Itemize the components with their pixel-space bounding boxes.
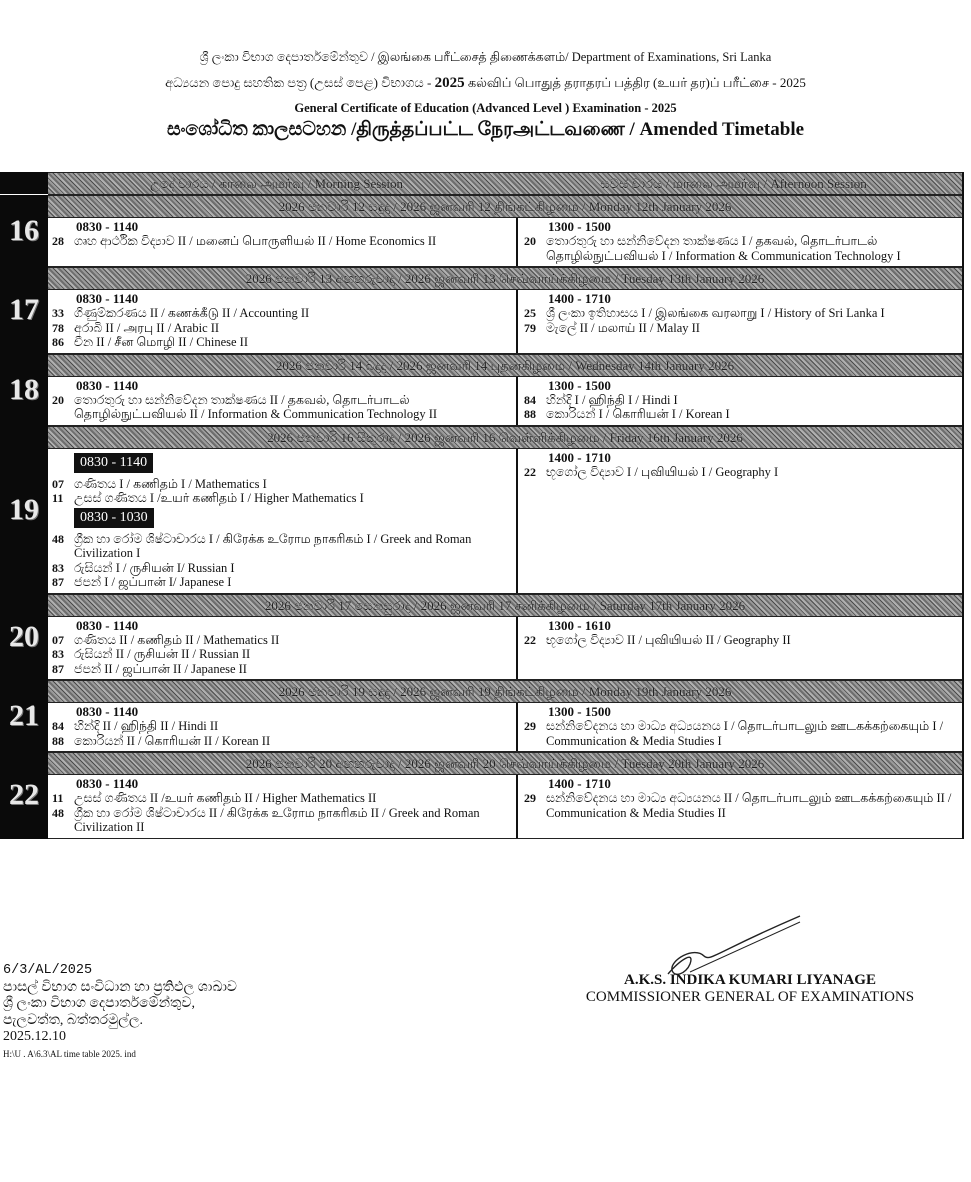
day-number: 22 <box>0 752 48 839</box>
subject-row <box>52 491 510 506</box>
exam-time: 0830 - 1140 <box>74 453 153 473</box>
corner-block <box>0 172 48 194</box>
subject-name: ජපන් II / ஜப்பான் II / Japanese II <box>74 661 247 676</box>
exam-heading-en: General Certificate of Education (Advanced Level ) Examination - 2025 <box>294 101 677 115</box>
subject-name: හින්දි I / ஹிந்தி I / Hindi I <box>546 392 678 407</box>
exam-time: 0830 - 1030 <box>74 508 154 528</box>
subject-row <box>52 791 510 806</box>
subject-row <box>52 561 510 576</box>
day-number: 16 <box>0 195 48 267</box>
subject-code: 33 <box>52 306 64 320</box>
subject-row <box>52 647 510 662</box>
subject-name: මැලේ II / மலாய் II / Malay II <box>546 320 700 335</box>
subject-code: 11 <box>52 791 64 805</box>
morning-cell <box>48 617 518 680</box>
exam-time: 1300 - 1500 <box>548 377 611 393</box>
exam-time: 1300 - 1500 <box>548 219 611 234</box>
morning-cell <box>48 703 518 751</box>
day-list <box>0 195 962 839</box>
subject-name: හින්දි II / ஹிந்தி II / Hindi II <box>74 719 219 733</box>
signatory-name: A.K.S. INDIKA KUMARI LIYANAGE <box>624 972 876 988</box>
timetable <box>0 172 964 839</box>
day-number: 21 <box>0 680 48 752</box>
subject-name: කොරියන් II / கொரியன் II / Korean II <box>74 733 271 748</box>
subject-code: 29 <box>524 719 536 733</box>
morning-cell <box>48 449 518 593</box>
exam-time: 0830 - 1140 <box>76 776 139 791</box>
afternoon-cell <box>518 218 962 266</box>
subject-code: 48 <box>52 805 64 820</box>
afternoon-cell <box>518 290 962 353</box>
subject-code: 28 <box>52 234 64 248</box>
subject-code: 86 <box>52 335 64 349</box>
subject-code: 29 <box>524 791 536 805</box>
exam-heading <box>0 75 971 92</box>
day-row <box>0 354 962 426</box>
subject-name: උසස් ගණිතය II /உயர் கணிதம் II / Higher Mathematics II <box>74 791 377 805</box>
subject-name: රුසියන් II / ருசியன் II / Russian II <box>74 647 251 661</box>
exam-time: 0830 - 1140 <box>76 377 139 393</box>
subject-name: ගිණුම්කරණය II / கணக்கீடு II / Accounting II <box>74 306 310 320</box>
exam-time: 0830 - 1140 <box>76 291 139 306</box>
subject-name: තොරතුරු හා සන්නිවේදන තාක්ෂණය I / தகவல், தொடர்பாடல் தொழில்நுட்பவியல் I / Information & Communication Technology I <box>546 234 901 263</box>
subject-name: අරාබි II / அரபு II / Arabic II <box>74 320 220 335</box>
subject-row <box>52 234 510 249</box>
subject-name: ග්‍රීක හා රෝම ශිෂ්ටාචාරය II / கிரேக்க உரோம நாகரிகம் II / Greek and Roman Civilization II <box>74 805 480 834</box>
date-bar: 2026 ජනවාරි 16 සිකුරාදා / 2026 ஜனவரி 16 வெள்ளிக்கிழமை / Friday 16th January 2026 <box>48 426 962 449</box>
subject-code: 84 <box>52 719 64 733</box>
afternoon-cell <box>518 775 962 838</box>
day-number: 19 <box>0 426 48 594</box>
subject-row <box>524 321 956 336</box>
subject-code: 88 <box>524 407 536 421</box>
subject-row <box>52 393 510 422</box>
subject-name: රුසියන් I / ருசியன் I/ Russian I <box>74 560 235 575</box>
morning-cell <box>48 218 518 266</box>
subject-code: 25 <box>524 306 536 320</box>
subject-name: භූගෝල විද්‍යාව II / புவியியல் II / Geography II <box>546 632 791 647</box>
subject-row <box>52 806 510 835</box>
subject-code: 20 <box>524 234 536 248</box>
subject-row <box>524 234 956 263</box>
subject-row <box>52 335 510 350</box>
afternoon-cell <box>518 617 962 680</box>
subject-code: 87 <box>52 661 64 676</box>
day-row <box>0 752 962 839</box>
subject-code: 83 <box>52 647 64 661</box>
subject-row <box>52 532 510 561</box>
subject-name: කොරියන් I / கொரியன் I / Korean I <box>546 407 730 421</box>
subject-name: ගණිතය II / கணிதம் II / Mathematics II <box>74 632 280 647</box>
subject-code: 83 <box>52 560 64 575</box>
date-bar: 2026 ජනවාරි 19 සඳුදා / 2026 ஜனவரி 19 திங்கட்கிழமை / Monday 19th January 2026 <box>48 680 962 703</box>
subject-code: 78 <box>52 320 64 335</box>
subject-name: චීන II / சீன மொழி II / Chinese II <box>74 335 248 349</box>
subject-name: සන්නිවේදනය හා මාධ්‍ය අධ්‍යයනය I / தொடர்பாடலும் ஊடகக்கற்கையும் I / Communication & Media Studies I <box>546 719 944 748</box>
day-row <box>0 594 962 681</box>
file-path: H:\U . A\6.3\AL time table 2025. ind <box>3 1048 136 1059</box>
subject-name: ජපන් I / ஜப்பான் I/ Japanese I <box>74 575 232 589</box>
subject-row <box>52 306 510 321</box>
subject-row <box>52 719 510 734</box>
afternoon-session-label: සවස් වාරය / மாலை அமர்வு / Afternoon Session <box>600 176 867 191</box>
day-row <box>0 267 962 354</box>
afternoon-cell <box>518 449 962 593</box>
subject-code: 87 <box>52 575 64 589</box>
subject-code: 79 <box>524 320 536 335</box>
subject-code: 22 <box>524 464 536 479</box>
date-bar: 2026 ජනවාරි 14 බදාදා / 2026 ஜனவரி 14 புதன்கிழமை / Wednesday 14th January 2026 <box>48 354 962 377</box>
exam-year: 2025 <box>434 75 465 91</box>
exam-heading-ta: கல்விப் பொதுத் தராதரப் பத்திர (உயர் தர)ப் பரீட்சை - 2025 <box>464 75 806 90</box>
exam-time: 1300 - 1500 <box>548 704 611 719</box>
day-number: 17 <box>0 267 48 354</box>
session-header <box>48 172 962 195</box>
subject-name: ග්‍රීක හා රෝම ශිෂ්ටාචාරය I / கிரேக்க உரோம நாகரிகம் I / Greek and Roman Civilization I <box>74 531 472 560</box>
exam-time: 0830 - 1140 <box>76 617 139 633</box>
exam-time: 0830 - 1140 <box>76 219 139 234</box>
subject-code: 20 <box>52 392 64 407</box>
subject-row <box>524 791 956 820</box>
morning-cell <box>48 775 518 838</box>
morning-cell <box>48 377 518 425</box>
subject-code: 07 <box>52 476 64 491</box>
subject-row <box>524 633 956 648</box>
subject-name: භූගෝල විද්‍යාව I / புவியியல் I / Geography I <box>546 464 779 479</box>
page-title: සංශෝධිත කාලසටහන /திருத்தப்பட்ட நேரஅட்டவணை / Amended Timetable <box>166 119 805 140</box>
subject-row <box>52 633 510 648</box>
reference-number: 6/3/AL/2025 <box>3 963 93 978</box>
subject-row <box>524 393 956 408</box>
subject-code: 22 <box>524 632 536 647</box>
day-row <box>0 680 962 752</box>
signature-block <box>550 972 950 1006</box>
subject-name: ගණිතය I / கணிதம் I / Mathematics I <box>74 476 267 491</box>
subject-code: 88 <box>52 733 64 748</box>
date-bar: 2026 ජනවාරි 12 සඳුදා / 2026 ஜனவரி 12 திங்கட்கிழமை / Monday 12th January 2026 <box>48 195 962 218</box>
afternoon-cell <box>518 377 962 425</box>
subject-row <box>52 321 510 336</box>
subject-row <box>52 662 510 677</box>
morning-session-label: උදේ වාරය / காலை அமர்வு / Morning Session <box>150 176 403 191</box>
exam-time: 1300 - 1610 <box>548 617 611 633</box>
subject-row <box>52 477 510 492</box>
subject-row <box>524 719 956 748</box>
address: පැලවත්ත, බත්තරමුල්ල. <box>3 1012 143 1028</box>
subject-row <box>524 407 956 422</box>
date-bar: 2026 ජනවාරි 13 අඟහරුවාදා / 2026 ஜனவரி 13 செவ்வாய்க்கிழமை / Tuesday 13th January 2026 <box>48 267 962 290</box>
date-bar: 2026 ජනවාරි 17 සෙනසුරාදා / 2026 ஜனவரி 17 சனிக்கிழமை / Saturday 17th January 2026 <box>48 594 962 617</box>
subject-code: 07 <box>52 632 64 647</box>
subject-name: ගෘහ ආර්ථික විද්‍යාව II / மனைப் பொருளியல் II / Home Economics II <box>74 234 437 248</box>
exam-time: 0830 - 1140 <box>76 704 139 719</box>
exam-time: 1400 - 1710 <box>548 449 611 465</box>
department-name: ශ්‍රී ලංකා විභාග දෙපාර්තමේන්තුව, <box>3 996 195 1011</box>
subject-code: 11 <box>52 491 64 505</box>
date-bar: 2026 ජනවාරි 20 අඟහරුවාදා / 2026 ஜனவரி 20 செவ்வாய்க்கிழமை / Tuesday 20th January 2026 <box>48 752 962 775</box>
issue-date: 2025.12.10 <box>3 1029 66 1044</box>
signatory-title: COMMISSIONER GENERAL OF EXAMINATIONS <box>585 989 915 1005</box>
subject-row <box>52 734 510 749</box>
day-row <box>0 195 962 267</box>
subject-name: සන්නිවේදනය හා මාධ්‍ය අධ්‍යයනය II / தொடர்பாடலும் ஊடகக்கற்கையும் II / Communication & Media Studies II <box>546 791 952 820</box>
branch-name: පාසල් විභාග සංවිධාන හා ප්‍රතිඵල ශාඛාව <box>3 979 237 995</box>
day-number: 18 <box>0 354 48 426</box>
exam-time: 1400 - 1710 <box>548 291 611 306</box>
exam-time: 1400 - 1710 <box>548 776 611 791</box>
day-row <box>0 426 962 594</box>
subject-name: ශ්‍රී ලංකා ඉතිහාසය I / இலங்கை வரலாறு I / History of Sri Lanka I <box>546 306 885 320</box>
exam-heading-si: අධ්‍යයන පොදු සහතික පත්‍ර (උසස් පෙළ) විභාගය - <box>165 75 435 90</box>
subject-code: 48 <box>52 531 64 546</box>
afternoon-cell <box>518 703 962 751</box>
reference-block <box>3 963 237 1062</box>
morning-cell <box>48 290 518 353</box>
subject-row <box>524 306 956 321</box>
day-number: 20 <box>0 594 48 681</box>
subject-row <box>52 575 510 590</box>
department-heading: ශ්‍රී ලංකා විභාග දෙපාර්තමේන්තුව / இலங்கை பரீட்சைத் திணைக்களம்/ Department of Examinations, Sri Lanka <box>199 50 772 64</box>
subject-code: 84 <box>524 392 536 407</box>
subject-name: තොරතුරු හා සන්නිවේදන තාක්ෂණය II / தகவல், தொடர்பாடல் தொழில்நுட்பவியல் II / Information & Communication Technology II <box>74 392 438 421</box>
subject-name: උසස් ගණිතය I /உயர் கணிதம் I / Higher Mathematics I <box>74 491 364 505</box>
subject-row <box>524 465 956 480</box>
